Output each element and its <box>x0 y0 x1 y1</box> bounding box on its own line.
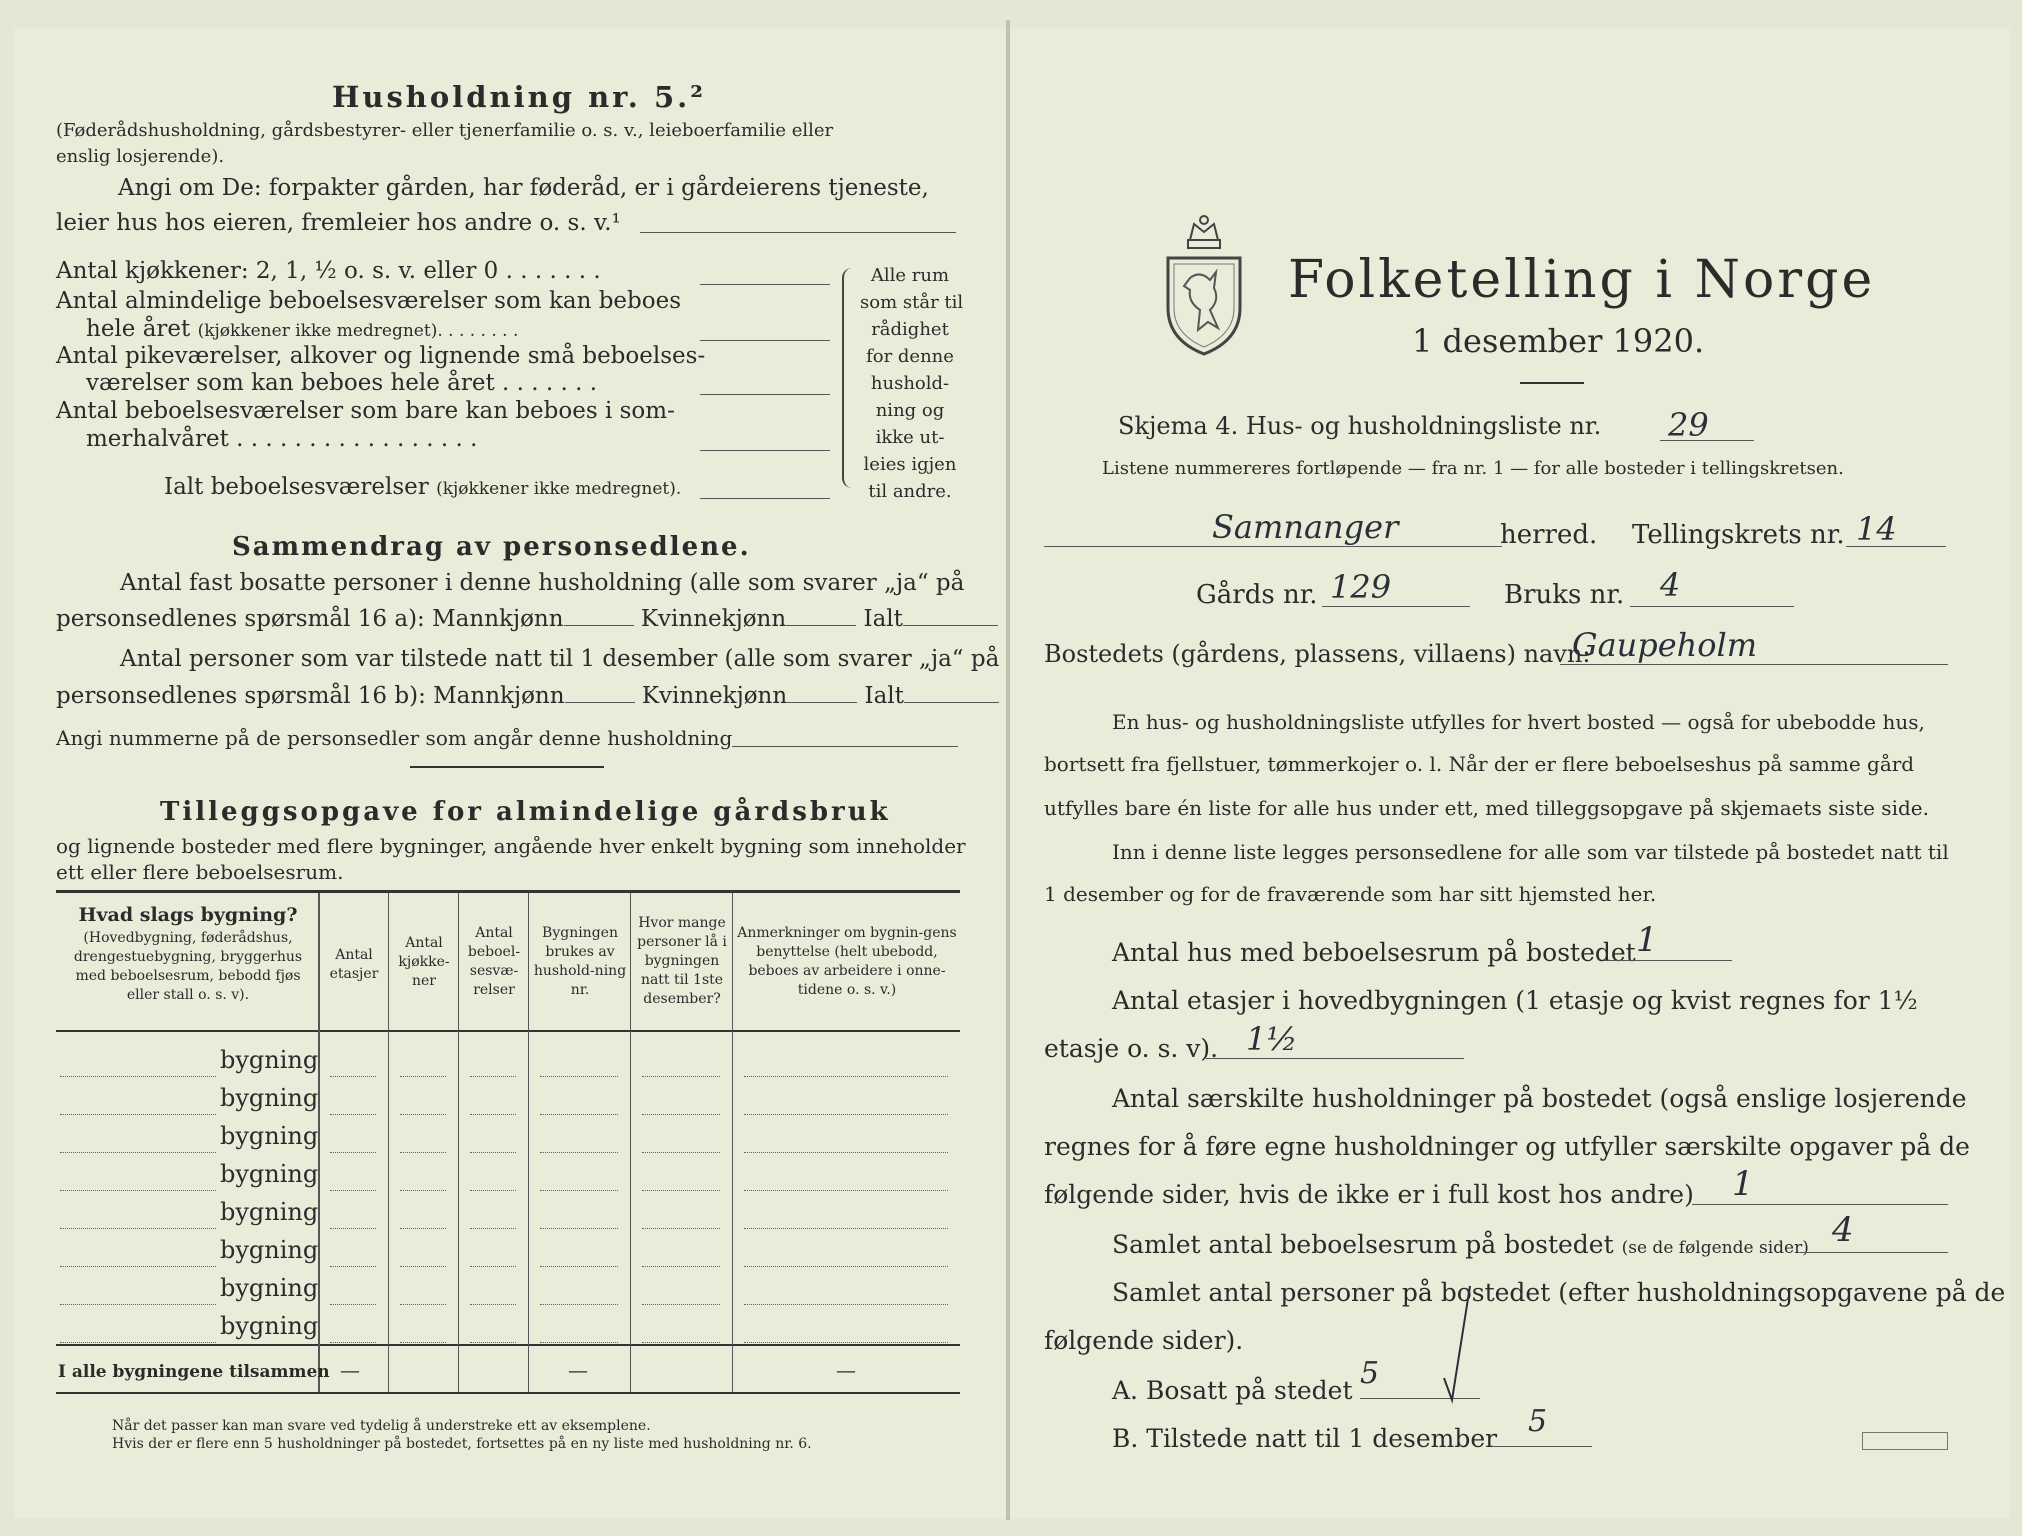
bygning-type-fill <box>60 1228 216 1229</box>
page-fold <box>1006 20 1010 1520</box>
table-header-rule <box>56 1030 960 1032</box>
intro-line-1: (Føderådshusholdning, gårdsbestyrer- eller tjenerfamilie o. s. v., leieboerfamilie eller <box>56 120 834 141</box>
col-header-personer: Hvor mange personer lå i bygningen natt til 1ste desember? <box>637 915 727 1007</box>
krets-value: 14 <box>1856 510 1897 548</box>
table-cell-fill <box>642 1342 720 1343</box>
table-cell-fill <box>744 1076 948 1077</box>
ialt-fill <box>700 498 830 499</box>
kjokkener-fill <box>700 284 830 285</box>
bosatt-label: A. Bosatt på stedet <box>1112 1376 1353 1405</box>
bruks-value: 4 <box>1660 566 1681 604</box>
q-beboelsesrum-label: Samlet antal beboelsesrum på bostedet (se de følgende sider) <box>1112 1230 1809 1259</box>
bygning-type-fill <box>60 1076 216 1077</box>
table-cell-fill <box>642 1076 720 1077</box>
pike-label-1: Antal pikeværelser, alkover og lignende små beboelses- <box>56 343 706 369</box>
bygning-type-fill <box>60 1152 216 1153</box>
table-cell-fill <box>400 1304 446 1305</box>
sommer-fill <box>700 450 830 451</box>
bostedets-label: Bostedets (gårdens, plassens, villaens) navn: <box>1044 640 1591 668</box>
col-header-anmerkninger: Anmerkninger om bygnin-gens benyttelse (helt ubebodd, beboes av arbeidere i onne-tidene o. s. v.) <box>737 925 957 998</box>
census-date: 1 desember 1920. <box>1412 322 1705 360</box>
table-total-rule <box>56 1344 960 1346</box>
tillegg-sub-2: ett eller flere beboelsesrum. <box>56 860 344 884</box>
table-cell-fill <box>330 1304 376 1305</box>
col-header-etasjer: Antal etasjer <box>329 947 379 982</box>
bygning-label: bygning <box>220 1084 319 1112</box>
q-husholdninger-fill <box>1692 1204 1948 1205</box>
q-husholdninger-value: 1 <box>1732 1164 1754 1204</box>
table-cell-fill <box>330 1152 376 1153</box>
table-cell-fill <box>470 1342 516 1343</box>
pike-label-2: værelser som kan beboes hele året . . . . . . . <box>86 370 598 396</box>
table-bottom-rule <box>56 1392 960 1394</box>
checkmark-icon <box>1440 1280 1480 1404</box>
gards-fill <box>1322 606 1470 607</box>
table-cell-fill <box>744 1304 948 1305</box>
skjema-label: Skjema 4. Hus- og husholdningsliste nr. <box>1118 412 1602 440</box>
summary-line-4: personsedlenes spørsmål 16 b): Mannkjønn Kvinnekjønn Ialt <box>56 683 999 709</box>
total-dash-husholdning: — <box>568 1358 588 1382</box>
left-page <box>14 28 1006 1518</box>
divider <box>410 766 604 768</box>
bygning-label: bygning <box>220 1198 319 1226</box>
table-col-line <box>458 893 459 1392</box>
alm-label-1: Antal almindelige beboelsesværelser som kan beboes <box>56 288 682 314</box>
table-cell-fill <box>330 1228 376 1229</box>
bygning-type-fill <box>60 1342 216 1343</box>
q-hus-value: 1 <box>1636 920 1658 960</box>
total-dash-anmerkninger: — <box>836 1358 856 1382</box>
table-cell-fill <box>400 1152 446 1153</box>
col-header-kjokkener: Antal kjøkke-ner <box>398 935 450 989</box>
q-etasjer-line-2: etasje o. s. v). <box>1044 1034 1219 1063</box>
bygning-type-fill <box>60 1266 216 1267</box>
printer-stamp <box>1862 1432 1948 1450</box>
ialt-label: Ialt beboelsesværelser (kjøkkener ikke medregnet). <box>164 474 682 500</box>
listene-note: Listene nummereres fortløpende — fra nr. 1 — for alle bosteder i tellingskretsen. <box>1102 458 1844 479</box>
instruction-line-2: bortsett fra fjellstuer, tømmerkojer o. l. Når der er flere beboelseshus på samme gård <box>1044 752 1915 776</box>
herred-value: Samnanger <box>1212 508 1399 546</box>
bygning-label: bygning <box>220 1274 319 1302</box>
herred-fill <box>1044 546 1502 547</box>
table-cell-fill <box>470 1076 516 1077</box>
tilstede-fill <box>1492 1446 1592 1447</box>
table-cell-fill <box>744 1266 948 1267</box>
instruction-line-5: 1 desember og for de fraværende som har sitt hjemsted her. <box>1044 882 1657 906</box>
krets-label: Tellingskrets nr. <box>1632 520 1845 550</box>
table-cell-fill <box>642 1190 720 1191</box>
table-cell-fill <box>540 1304 618 1305</box>
table-col-line <box>732 893 733 1392</box>
table-cell-fill <box>470 1228 516 1229</box>
table-cell-fill <box>330 1266 376 1267</box>
alm-fill <box>700 340 830 341</box>
table-cell-fill <box>400 1228 446 1229</box>
bygning-label: bygning <box>220 1236 319 1264</box>
table-cell-fill <box>540 1076 618 1077</box>
summary-line-5: Angi nummerne på de personsedler som angår denne husholdning <box>56 726 733 750</box>
table-cell-fill <box>400 1342 446 1343</box>
footnote-2: Hvis der er flere enn 5 husholdninger på bostedet, fortsettes på en ny liste med husholdning nr. 6. <box>112 1436 812 1452</box>
total-row-label: I alle bygningene tilsammen <box>58 1362 330 1382</box>
pike-fill <box>700 394 830 395</box>
bosatt-value: 5 <box>1360 1356 1380 1391</box>
table-cell-fill <box>540 1266 618 1267</box>
q-etasjer-fill <box>1206 1058 1464 1059</box>
sommer-label-2: merhalvåret . . . . . . . . . . . . . . . . . <box>86 426 478 452</box>
table-cell-fill <box>642 1304 720 1305</box>
q-etasjer-value: 1½ <box>1246 1020 1298 1058</box>
table-col-line <box>318 893 320 1392</box>
tilstede-value: 5 <box>1528 1404 1548 1439</box>
bygning-type-fill <box>60 1304 216 1305</box>
census-title: Folketelling i Norge <box>1288 250 1876 310</box>
table-cell-fill <box>400 1266 446 1267</box>
summary-line-3: Antal personer som var tilstede natt til 1 desember (alle som svarer „ja“ på <box>120 646 1000 672</box>
tilstede-label: B. Tilstede natt til 1 desember <box>1112 1424 1498 1453</box>
bygning-label: bygning <box>220 1312 319 1340</box>
q-hus-fill <box>1604 960 1732 961</box>
sommer-label-1: Antal beboelsesværelser som bare kan beboes i som- <box>56 398 675 424</box>
angi-fill-line <box>640 232 956 233</box>
q-personer-line-1: Samlet antal personer på bostedet (efter husholdningsopgavene på de <box>1112 1278 2006 1307</box>
instruction-line-4: Inn i denne liste legges personsedlene for alle som var tilstede på bostedet natt til <box>1112 840 1949 864</box>
instruction-line-3: utfylles bare én liste for alle hus under ett, med tilleggsopgave på skjemaets siste side. <box>1044 796 1929 820</box>
table-cell-fill <box>330 1190 376 1191</box>
table-cell-fill <box>744 1152 948 1153</box>
table-cell-fill <box>540 1228 618 1229</box>
table-cell-fill <box>470 1114 516 1115</box>
bygning-type-fill <box>60 1190 216 1191</box>
table-cell-fill <box>540 1342 618 1343</box>
q-husholdninger-line-3: følgende sider, hvis de ikke er i full kost hos andre) <box>1044 1180 1694 1209</box>
tillegg-title: Tilleggsopgave for almindelige gårdsbruk <box>160 797 891 827</box>
bruks-label: Bruks nr. <box>1504 580 1625 610</box>
table-cell-fill <box>470 1304 516 1305</box>
table-cell-fill <box>400 1190 446 1191</box>
summary-line-1: Antal fast bosatte personer i denne husholdning (alle som svarer „ja“ på <box>120 570 965 596</box>
angi-line-2: leier hus hos eieren, fremleier hos andre o. s. v.¹ <box>56 210 621 236</box>
q-beboelsesrum-value: 4 <box>1832 1210 1854 1250</box>
table-col-line <box>528 893 529 1392</box>
bygning-label: bygning <box>220 1046 319 1074</box>
bosted-fill <box>1560 664 1948 665</box>
instruction-line-1: En hus- og husholdningsliste utfylles for hvert bosted — også for ubebodde hus, <box>1112 710 1925 734</box>
table-cell-fill <box>642 1228 720 1229</box>
bygning-label: bygning <box>220 1160 319 1188</box>
q-etasjer-line-1: Antal etasjer i hovedbygningen (1 etasje og kvist regnes for 1½ <box>1112 986 1918 1015</box>
q-personer-line-2: følgende sider). <box>1044 1326 1244 1355</box>
col-header-husholdning: Bygningen brukes av hushold-ning nr. <box>533 925 627 998</box>
kjokkener-label: Antal kjøkkener: 2, 1, ½ o. s. v. eller 0 . . . . . . . <box>56 258 601 284</box>
col-header-beboelsesvaerelser: Antal beboel-sesvæ-relser <box>467 925 521 998</box>
table-col-line <box>388 893 389 1392</box>
title-divider <box>1520 382 1584 384</box>
table-cell-fill <box>642 1266 720 1267</box>
summary-title: Sammendrag av personsedlene. <box>232 532 751 562</box>
intro-line-2: enslig losjerende). <box>56 146 225 167</box>
tillegg-sub-1: og lignende bosteder med flere bygninger, angående hver enkelt bygning som inneholder <box>56 834 966 858</box>
alm-label-2: hele året (kjøkkener ikke medregnet). . . . . . . . <box>86 316 519 342</box>
angi-line-1: Angi om De: forpakter gården, har føderåd, er i gårdeierens tjeneste, <box>118 175 929 201</box>
bygning-label: bygning <box>220 1122 319 1150</box>
norway-coat-of-arms-icon <box>1160 210 1248 358</box>
nummer-fill <box>732 746 958 747</box>
skjema-value: 29 <box>1668 406 1709 444</box>
col-header-bygning: Hvad slags bygning? (Hovedbygning, føderådshus, drengestuebygning, bryggerhus med beboelsesrum, bebodd fjøs eller stall o. s. v). <box>73 904 303 1003</box>
table-cell-fill <box>540 1114 618 1115</box>
table-cell-fill <box>470 1266 516 1267</box>
q-husholdninger-line-1: Antal særskilte husholdninger på bostedet (også enslige losjerende <box>1112 1084 1967 1113</box>
herred-label: herred. <box>1500 520 1598 550</box>
table-cell-fill <box>744 1114 948 1115</box>
q-beboelsesrum-fill <box>1800 1252 1948 1253</box>
table-col-line <box>630 893 631 1392</box>
table-cell-fill <box>744 1342 948 1343</box>
table-cell-fill <box>744 1190 948 1191</box>
q-husholdninger-line-2: regnes for å føre egne husholdninger og utfyller særskilte opgaver på de <box>1044 1132 1970 1161</box>
table-cell-fill <box>400 1114 446 1115</box>
bygning-type-fill <box>60 1114 216 1115</box>
table-cell-fill <box>642 1152 720 1153</box>
table-cell-fill <box>470 1190 516 1191</box>
table-cell-fill <box>470 1152 516 1153</box>
household-title: Husholdning nr. 5.² <box>332 80 706 114</box>
table-top-rule <box>56 890 960 893</box>
table-cell-fill <box>642 1114 720 1115</box>
q-hus-label: Antal hus med beboelsesrum på bostedet <box>1112 938 1636 967</box>
table-cell-fill <box>330 1076 376 1077</box>
total-dash-etasjer: — <box>340 1358 360 1382</box>
footnote-1: Når det passer kan man svare ved tydelig å understreke ett av eksemplene. <box>112 1418 651 1434</box>
bruks-fill <box>1630 606 1794 607</box>
table-cell-fill <box>744 1228 948 1229</box>
table-cell-fill <box>540 1152 618 1153</box>
table-cell-fill <box>330 1114 376 1115</box>
summary-line-2: personsedlenes spørsmål 16 a): Mannkjønn Kvinnekjønn Ialt <box>56 606 998 632</box>
bosted-value: Gaupeholm <box>1572 626 1758 664</box>
brace-note: Alle rum som står til rådighet for denne hushold- ning og ikke ut- leies igjen til andre. <box>860 265 964 502</box>
brace <box>842 268 854 488</box>
gards-label: Gårds nr. <box>1196 580 1318 610</box>
table-cell-fill <box>540 1190 618 1191</box>
table-cell-fill <box>330 1342 376 1343</box>
table-cell-fill <box>400 1076 446 1077</box>
gards-value: 129 <box>1330 568 1392 606</box>
